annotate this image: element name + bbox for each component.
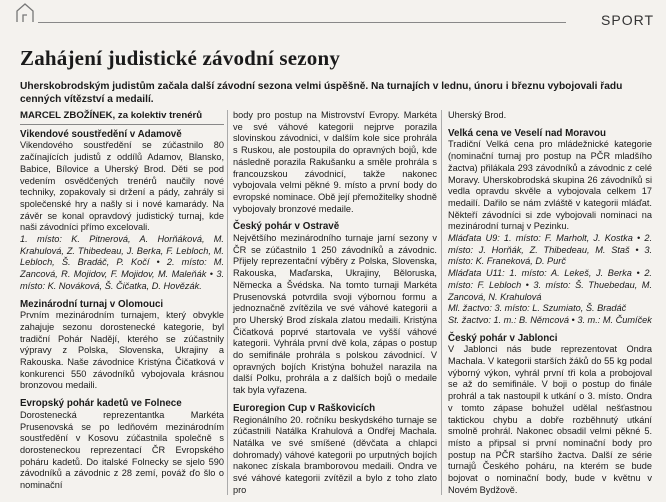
paragraph: Regionálního 20. ročníku beskydského turnaje se zúčastnili Natálka Krahulová a Ondřej Machala. Natálka ve své smíšené (děvčata a chlapci dohromady) váhové kategorii po urputných bojích nakonec získala bramborovou medaili. Ondra ve své váhové kategorii zvítězil a bylo z toho zlato pro bbox=[233, 414, 437, 495]
column-2 bbox=[233, 110, 437, 497]
column-divider bbox=[441, 110, 442, 495]
header-rule bbox=[38, 22, 566, 23]
results-list: Ml. žactvo: 3. místo: L. Szumiato, Š. Bradáč bbox=[448, 303, 627, 314]
paragraph: V Jablonci nás bude reprezentovat Ondra Machala. V kategorii starších žáků do 55 kg podal výborný výkon, vyhrál první tři kola a probojoval se až do semifinále. V boji o postup do finále prohrál a tak nastoupil k utkání o 3. místo. Ondra v tomto zápase bohužel udělal nešťastnou taktickou chybu a dobře rozběhnutý utkání smolně prohrál. Nakonec obsadil velmi pěkné 5. místo a připsal si první nominační body pro postup na PČR staršího žactva. Další ze série turnajů Českého poháru, na kterém se bude bojovat o nominační body, bude v květnu v Novém Bydžově. bbox=[448, 344, 652, 495]
article-title: Zahájení judistické závodní sezony bbox=[20, 46, 341, 70]
section-heading: Euroregion Cup v Raškovicích bbox=[233, 402, 376, 414]
column-3 bbox=[448, 110, 652, 497]
section-heading: Český pohár v Ostravě bbox=[233, 221, 340, 233]
page-header bbox=[0, 0, 666, 30]
column-1 bbox=[20, 110, 224, 492]
results-list: St. žactvo: 1. m.: B. Němcová • 3. m.: M. Čumíček bbox=[448, 314, 652, 325]
column-divider bbox=[227, 110, 228, 495]
paragraph: Vikendového soustředění se zúčastnilo 80 začínajících judistů z oddílů Adamov, Blansko, Babice, Bílovice a Uherský Brod. Děti se pod vedením osvědčených trenérů naučily nové techniky, zopakovaly si držení a pády, zahrály si společenské hry a našly si i nové kamarády. Na závěr se konal opravdový judistický turnaj, kde naši závodníci přímo excelovali. bbox=[20, 140, 224, 233]
paragraph: body pro postup na Mistrovství Evropy. Markéta ve své váhové kategorii nejprve porazila slovinskou závodnici, v dalším kole sice prohrála s Ruskou, ale postoupila do opravných bojů, kde následně porazila Rakušanku a směle prohrála s francouzskou závodnicí, takže nakonec vybojovala velmi pěkné 9. místo a první body do evropské nominace. Obě její přemožitelky shodně vybojovaly bronzové medaile. bbox=[233, 110, 437, 214]
paragraph: Největšího mezinárodního turnaje jarní sezony v ČR se zúčastnilo 1 250 závodníků a závodnic. Přijely reprezentační výběry z Polska, Slovenska, Rakouska, Maďarska, Ukrajiny, Běloruska, Německa a Švédska. Na tomto turnaji Markéta Prusenovská potvrdila svoji výbornou formu a jednoznačně zvítězila ve své váhové kategorii a pro Uherský Brod získala zlatou medaili. Kristýna Čičatková poprvé startovala ve vyšší váhové kategorii. Vyhrála první dvě kola, zápas o postup do semifinále prohrála s polskou závodnicí. V opravných bojích Kristýna bohužel narazila na další Polku, prohrála a z dalších bojů o medaile tak byla vyřazena. bbox=[233, 233, 437, 396]
paragraph: Prvním mezinárodním turnajem, který obvykle zahajuje sezonu dorostenecké kategorie, byl tradiční Pohár Nadějí, kterého se zúčastnily výpravy z Polska, Slovenska, Ukrajiny a Rakouska. Naše závodnice Kristýna Čičatková v konkurenci 550 závodníků vybojovala krásnou bronzovou medaili. bbox=[20, 310, 224, 391]
paragraph: Uherský Brod. bbox=[448, 110, 507, 120]
section-heading: Český pohár v Jablonci bbox=[448, 332, 558, 344]
section-label: SPORT bbox=[601, 12, 654, 28]
section-heading: Mezinárodní turnaj v Olomouci bbox=[20, 298, 164, 310]
paragraph: Dorostenecká reprezentantka Markéta Prusenovská se po ledňovém mezinárodním soustředění v Kosovu zúčastnila společně s dorosteneckou reprezentací ČR Evropského poháru kadetů. Do italské Folnecky se sjelo 590 závodníků a závodnic z 28 zemí, pováž ďo šlo o nominační bbox=[20, 409, 224, 491]
results-list: Mláďata U9: 1. místo: F. Marholt, J. Kostka • 2. místo: J. Horňák, Z. Thibedeau, M. Staš • 3. místo: K. Franeková, D. Purč bbox=[448, 233, 652, 267]
article-lead: Uherskobrodským judistům začala další závodní sezona velmi úspěšně. Na turnajích v lednu, únoru i březnu vybojovali řadu cenných vítězství a medailí. bbox=[20, 81, 623, 105]
paragraph: Tradiční Velká cena pro mládežnické kategorie (nominační turnaj pro postup na PČR mladšího žactva) přilákala 293 závodníků a závodnic z celé Moravy. Uherskobrodská skupina 26 závodníků si vedla opravdu skvěle a vybojovala celkem 17 medailí. Dařilo se nám zvláště v kategorii mláďat. Někteří závodníci si zde vybojovali nominaci na mezinárodní turnaj v Pezinku. bbox=[448, 139, 652, 232]
results-list: 1. místo: K. Pitnerová, A. Horňáková, M. Krahulová, Z. Thibedeau, J. Berka, F. Lebloch, M. Lebloch, Š. Bradáč, P. Kočí • 2. místo: M. Zancová, R. Mojidov, F. Mojidov, M. Maleňák • 3. místo: K. Nováková, Š. Čičatka, D. Hovězák. bbox=[20, 234, 224, 291]
author-byline: MARCEL ZBOŽÍNEK, za kolektiv trenérů bbox=[20, 110, 224, 125]
section-heading: Velká cena ve Veselí nad Moravou bbox=[448, 127, 606, 139]
section-heading: Evropský pohár kadetů ve Folnece bbox=[20, 398, 182, 410]
house-logo-icon bbox=[14, 2, 36, 24]
results-list: Mláďata U11: 1. místo: A. Lekeš, J. Berka • 2. místo: F. Lebloch • 3. místo: Š. Thuebedau, M. Zancová, N. Krahulová bbox=[448, 268, 652, 302]
section-heading: Vikendové soustředění v Adamově bbox=[20, 128, 182, 140]
